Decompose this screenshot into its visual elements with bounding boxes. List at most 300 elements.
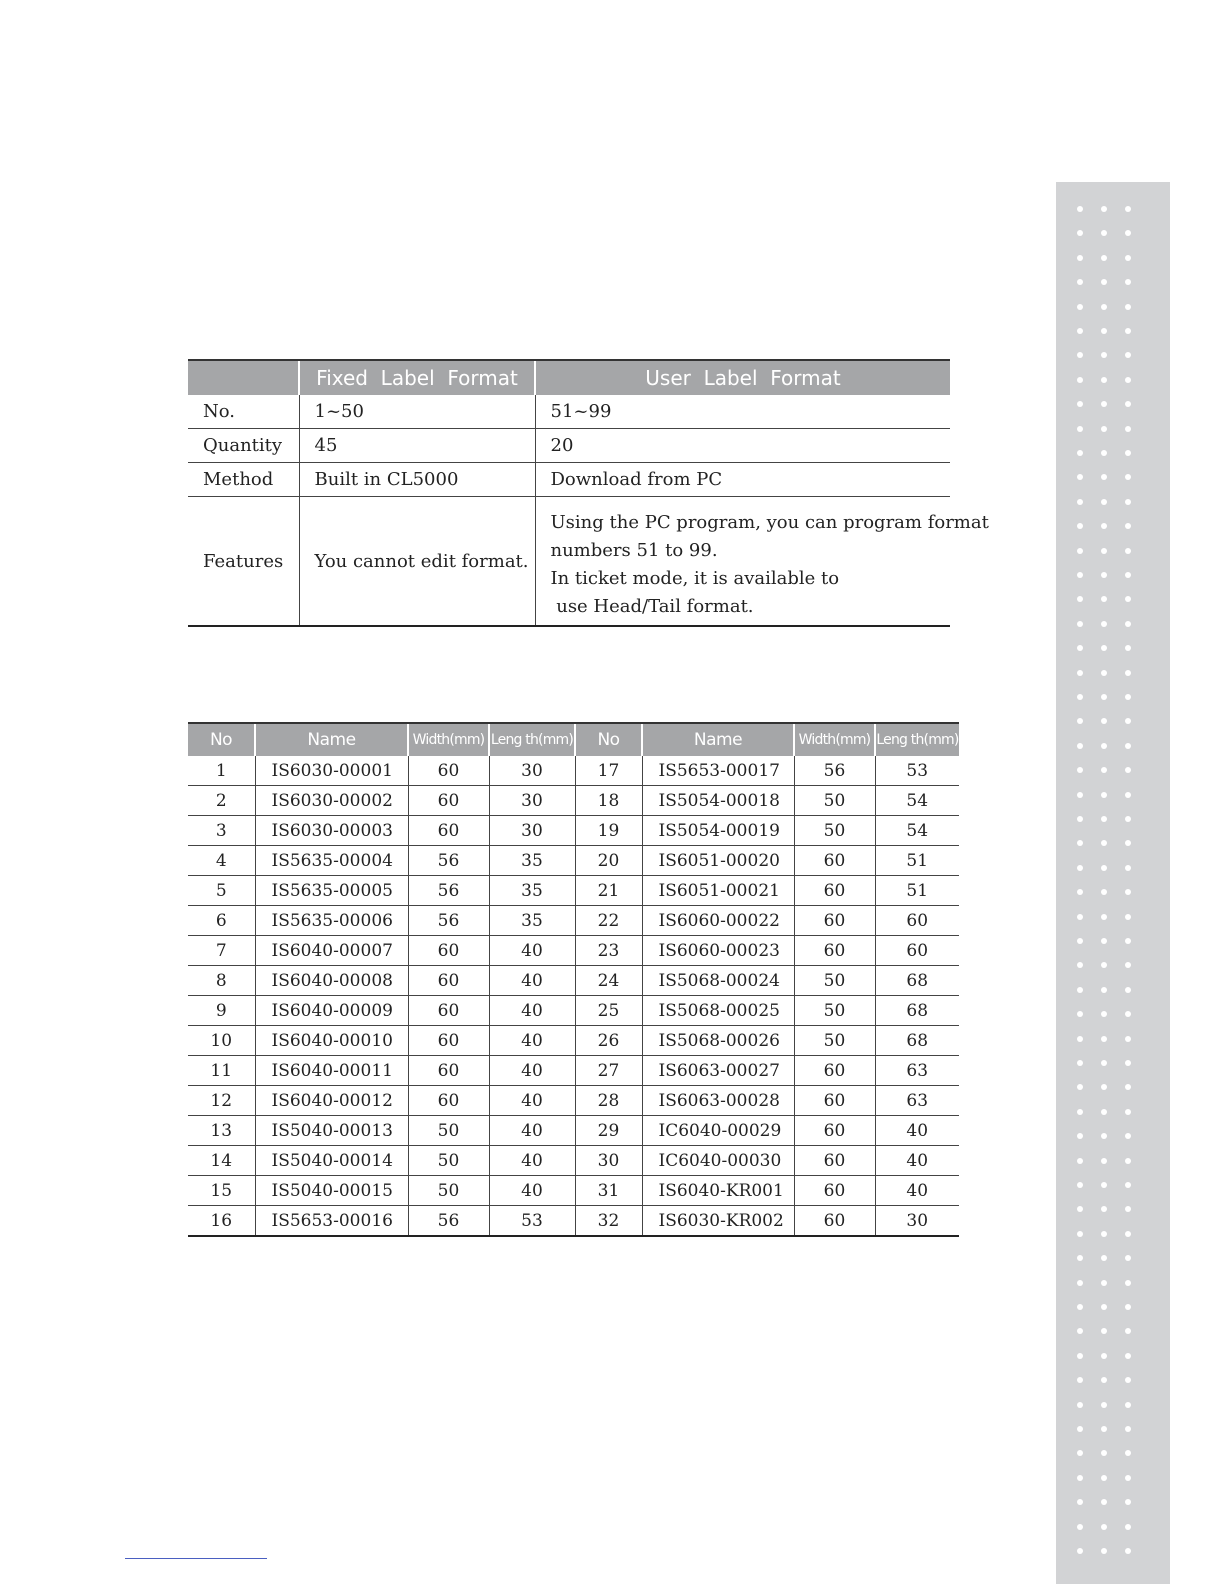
cell-length: 40 xyxy=(875,1116,959,1146)
decorative-dot xyxy=(1125,1499,1131,1505)
decorative-dot xyxy=(1077,914,1083,920)
decorative-dot xyxy=(1101,499,1107,505)
decorative-dot xyxy=(1077,1328,1083,1334)
cell-length: 40 xyxy=(489,1116,575,1146)
decorative-dot xyxy=(1077,1402,1083,1408)
decorative-dot xyxy=(1077,1377,1083,1383)
decorative-dot xyxy=(1101,328,1107,334)
decorative-dot xyxy=(1125,304,1131,310)
cell-length: 51 xyxy=(875,876,959,906)
decorative-dot xyxy=(1077,1158,1083,1164)
header-user-label-format: User Label Format xyxy=(535,360,950,395)
row-method xyxy=(188,463,950,497)
decorative-dot xyxy=(1101,1353,1107,1359)
decorative-dot xyxy=(1125,987,1131,993)
decorative-dot xyxy=(1077,304,1083,310)
cell-name: IS6040-00008 xyxy=(255,966,408,996)
cell-width: 60 xyxy=(408,1056,489,1086)
cell-length: 30 xyxy=(875,1206,959,1237)
decorative-dot xyxy=(1101,694,1107,700)
cell-name: IS6030-00002 xyxy=(255,786,408,816)
decorative-dot xyxy=(1101,1304,1107,1310)
fixed-value: 1~50 xyxy=(299,395,535,429)
decorative-dot xyxy=(1125,645,1131,651)
decorative-dot xyxy=(1077,1450,1083,1456)
cell-length: 60 xyxy=(875,906,959,936)
cell-length: 63 xyxy=(875,1086,959,1116)
decorative-dot xyxy=(1125,1353,1131,1359)
decorative-dot xyxy=(1077,1475,1083,1481)
decorative-dot xyxy=(1101,279,1107,285)
cell-length: 54 xyxy=(875,786,959,816)
decorative-dot xyxy=(1101,718,1107,724)
cell-name: IS5635-00004 xyxy=(255,846,408,876)
cell-width: 60 xyxy=(794,1086,875,1116)
cell-name: IS6040-00007 xyxy=(255,936,408,966)
cell-width: 50 xyxy=(408,1146,489,1176)
user-value: 20 xyxy=(535,429,950,463)
cell-width: 50 xyxy=(408,1116,489,1146)
decorative-dot xyxy=(1125,206,1131,212)
cell-name: IS6030-00001 xyxy=(255,756,408,786)
feature-line: numbers 51 to 99. xyxy=(550,540,718,561)
cell-no: 8 xyxy=(188,966,255,996)
decorative-dot xyxy=(1077,548,1083,554)
cell-no: 32 xyxy=(575,1206,642,1237)
decorative-dot xyxy=(1077,596,1083,602)
cell-width: 60 xyxy=(794,936,875,966)
cell-length: 30 xyxy=(489,816,575,846)
fixed-value: 45 xyxy=(299,429,535,463)
decorative-dot xyxy=(1077,792,1083,798)
decorative-dot xyxy=(1101,1182,1107,1188)
decorative-dot xyxy=(1125,1036,1131,1042)
cell-length: 35 xyxy=(489,906,575,936)
cell-no: 1 xyxy=(188,756,255,786)
header-length: Leng th(mm) xyxy=(875,723,959,756)
decorative-dot xyxy=(1101,1158,1107,1164)
row-no xyxy=(188,395,950,429)
cell-no: 19 xyxy=(575,816,642,846)
table-row xyxy=(188,936,959,966)
decorative-dot xyxy=(1125,1011,1131,1017)
header-no: No xyxy=(188,723,255,756)
decorative-dot xyxy=(1077,1280,1083,1286)
decorative-dot xyxy=(1101,523,1107,529)
cell-name: IS6040-00011 xyxy=(255,1056,408,1086)
decorative-dot xyxy=(1125,792,1131,798)
label-list-table xyxy=(188,722,959,1237)
cell-length: 68 xyxy=(875,966,959,996)
cell-length: 40 xyxy=(489,1056,575,1086)
table-row xyxy=(188,1026,959,1056)
decorative-dot xyxy=(1101,548,1107,554)
feature-line: In ticket mode, it is available to xyxy=(550,568,840,589)
table-row xyxy=(188,1086,959,1116)
cell-name: IS5054-00018 xyxy=(642,786,794,816)
label-format-table xyxy=(188,359,989,627)
decorative-dot xyxy=(1101,304,1107,310)
decorative-dot xyxy=(1077,523,1083,529)
decorative-dot xyxy=(1101,1084,1107,1090)
decorative-dot xyxy=(1077,279,1083,285)
decorative-dot xyxy=(1077,718,1083,724)
cell-width: 60 xyxy=(794,1056,875,1086)
decorative-dot xyxy=(1077,1060,1083,1066)
decorative-dot xyxy=(1101,621,1107,627)
cell-width: 56 xyxy=(794,756,875,786)
decorative-dot xyxy=(1077,670,1083,676)
decorative-dot xyxy=(1125,743,1131,749)
decorative-dot xyxy=(1125,914,1131,920)
decorative-dot xyxy=(1125,816,1131,822)
cell-no: 28 xyxy=(575,1086,642,1116)
cell-name: IS6040-00012 xyxy=(255,1086,408,1116)
decorative-dot xyxy=(1077,865,1083,871)
fixed-value: Built in CL5000 xyxy=(299,463,535,497)
user-value: 51~99 xyxy=(535,395,950,429)
decorative-dot xyxy=(1101,670,1107,676)
cell-length: 60 xyxy=(875,936,959,966)
table-row xyxy=(188,1056,959,1086)
cell-name: IS6060-00022 xyxy=(642,906,794,936)
footer-rule xyxy=(125,1558,267,1559)
decorative-dot xyxy=(1077,767,1083,773)
cell-no: 10 xyxy=(188,1026,255,1056)
cell-no: 24 xyxy=(575,966,642,996)
cell-length: 53 xyxy=(875,756,959,786)
decorative-dot xyxy=(1101,1426,1107,1432)
cell-width: 56 xyxy=(408,1206,489,1237)
decorative-dot xyxy=(1077,1499,1083,1505)
decorative-dot xyxy=(1101,1450,1107,1456)
decorative-dot xyxy=(1101,767,1107,773)
decorative-dot xyxy=(1125,767,1131,773)
cell-length: 40 xyxy=(489,1086,575,1116)
cell-length: 53 xyxy=(489,1206,575,1237)
decorative-dot xyxy=(1077,450,1083,456)
decorative-dot xyxy=(1077,938,1083,944)
cell-width: 60 xyxy=(794,1116,875,1146)
cell-width: 50 xyxy=(794,966,875,996)
format-table-header xyxy=(188,360,950,395)
decorative-dot xyxy=(1101,1255,1107,1261)
cell-name: IC6040-00029 xyxy=(642,1116,794,1146)
decorative-dot xyxy=(1077,840,1083,846)
decorative-dot xyxy=(1125,840,1131,846)
table-row xyxy=(188,1206,959,1237)
cell-width: 60 xyxy=(408,756,489,786)
decorative-dot xyxy=(1125,1328,1131,1334)
decorative-dot xyxy=(1125,352,1131,358)
cell-name: IS5653-00016 xyxy=(255,1206,408,1237)
decorative-dot xyxy=(1125,1109,1131,1115)
cell-width: 60 xyxy=(408,816,489,846)
table-row xyxy=(188,906,959,936)
decorative-dot xyxy=(1125,328,1131,334)
decorative-dot xyxy=(1125,694,1131,700)
cell-name: IS6060-00023 xyxy=(642,936,794,966)
decorative-dot xyxy=(1101,645,1107,651)
cell-length: 35 xyxy=(489,876,575,906)
cell-width: 60 xyxy=(408,966,489,996)
decorative-dot xyxy=(1077,987,1083,993)
cell-length: 35 xyxy=(489,846,575,876)
decorative-dot xyxy=(1125,1182,1131,1188)
decorative-dot xyxy=(1077,1524,1083,1530)
decorative-dot xyxy=(1101,1499,1107,1505)
row-label: No. xyxy=(188,395,299,429)
table-row xyxy=(188,756,959,786)
decorative-dot xyxy=(1125,230,1131,236)
cell-width: 60 xyxy=(408,786,489,816)
decorative-dot xyxy=(1125,596,1131,602)
cell-length: 68 xyxy=(875,1026,959,1056)
decorative-dot xyxy=(1125,1158,1131,1164)
decorative-dot xyxy=(1101,1231,1107,1237)
decorative-dot xyxy=(1077,474,1083,480)
decorative-dot xyxy=(1101,255,1107,261)
cell-name: IS5635-00005 xyxy=(255,876,408,906)
header-name: Name xyxy=(642,723,794,756)
user-features-description xyxy=(535,497,989,627)
cell-width: 60 xyxy=(408,996,489,1026)
cell-name: IS5068-00026 xyxy=(642,1026,794,1056)
decorative-dot xyxy=(1101,1206,1107,1212)
header-fixed-label-format: Fixed Label Format xyxy=(299,360,535,395)
cell-name: IS5054-00019 xyxy=(642,816,794,846)
decorative-dot xyxy=(1101,1524,1107,1530)
decorative-dot xyxy=(1101,1328,1107,1334)
row-quantity xyxy=(188,429,950,463)
decorative-dot xyxy=(1125,474,1131,480)
decorative-dot xyxy=(1077,499,1083,505)
row-label: Method xyxy=(188,463,299,497)
decorative-dot xyxy=(1077,1133,1083,1139)
cell-no: 4 xyxy=(188,846,255,876)
cell-width: 60 xyxy=(794,1206,875,1237)
decorative-dot xyxy=(1101,914,1107,920)
header-width: Width(mm) xyxy=(408,723,489,756)
cell-width: 60 xyxy=(794,906,875,936)
cell-length: 51 xyxy=(875,846,959,876)
cell-width: 56 xyxy=(408,876,489,906)
decorative-dot xyxy=(1125,1402,1131,1408)
decorative-dot xyxy=(1125,1377,1131,1383)
table-row xyxy=(188,1176,959,1206)
decorative-dot xyxy=(1125,1060,1131,1066)
decorative-dot xyxy=(1101,1011,1107,1017)
cell-length: 40 xyxy=(489,1026,575,1056)
feature-line: Using the PC program, you can program format xyxy=(550,512,989,533)
decorative-dot xyxy=(1101,572,1107,578)
cell-name: IS6040-KR001 xyxy=(642,1176,794,1206)
cell-no: 20 xyxy=(575,846,642,876)
row-label: Quantity xyxy=(188,429,299,463)
cell-no: 16 xyxy=(188,1206,255,1237)
cell-name: IS6040-00010 xyxy=(255,1026,408,1056)
header-no: No xyxy=(575,723,642,756)
decorative-dot xyxy=(1101,1133,1107,1139)
row-features xyxy=(188,497,950,627)
decorative-dot xyxy=(1077,206,1083,212)
cell-no: 29 xyxy=(575,1116,642,1146)
cell-length: 30 xyxy=(489,786,575,816)
decorative-dot xyxy=(1101,377,1107,383)
decorative-dot xyxy=(1101,1280,1107,1286)
table-row xyxy=(188,966,959,996)
cell-name: IS5040-00014 xyxy=(255,1146,408,1176)
decorative-dot xyxy=(1125,938,1131,944)
decorative-dot xyxy=(1101,1109,1107,1115)
cell-name: IS6063-00027 xyxy=(642,1056,794,1086)
decorative-dot xyxy=(1125,255,1131,261)
cell-width: 50 xyxy=(794,1026,875,1056)
decorative-dot xyxy=(1077,1304,1083,1310)
cell-name: IS6051-00021 xyxy=(642,876,794,906)
decorative-dot xyxy=(1125,1231,1131,1237)
decorative-dot xyxy=(1101,1548,1107,1554)
decorative-dot xyxy=(1125,450,1131,456)
decorative-dot xyxy=(1077,1426,1083,1432)
decorative-dot xyxy=(1101,1402,1107,1408)
label-table-header xyxy=(188,723,959,756)
cell-width: 60 xyxy=(794,876,875,906)
header-name: Name xyxy=(255,723,408,756)
table-row xyxy=(188,816,959,846)
cell-no: 15 xyxy=(188,1176,255,1206)
cell-no: 5 xyxy=(188,876,255,906)
cell-width: 50 xyxy=(794,786,875,816)
cell-name: IS5040-00013 xyxy=(255,1116,408,1146)
decorative-dot xyxy=(1077,1206,1083,1212)
header-length: Leng th(mm) xyxy=(489,723,575,756)
cell-name: IS5068-00024 xyxy=(642,966,794,996)
cell-width: 50 xyxy=(794,816,875,846)
decorative-dot xyxy=(1077,694,1083,700)
table-row xyxy=(188,1116,959,1146)
decorative-dot xyxy=(1101,206,1107,212)
decorative-dot xyxy=(1077,426,1083,432)
cell-no: 30 xyxy=(575,1146,642,1176)
decorative-dot xyxy=(1125,279,1131,285)
decorative-dot xyxy=(1077,816,1083,822)
cell-no: 31 xyxy=(575,1176,642,1206)
decorative-dot xyxy=(1125,865,1131,871)
cell-no: 14 xyxy=(188,1146,255,1176)
cell-name: IS6030-KR002 xyxy=(642,1206,794,1237)
decorative-dot xyxy=(1101,743,1107,749)
cell-no: 22 xyxy=(575,906,642,936)
decorative-dot xyxy=(1125,1475,1131,1481)
cell-no: 21 xyxy=(575,876,642,906)
decorative-dot xyxy=(1125,1255,1131,1261)
decorative-dot xyxy=(1101,401,1107,407)
decorative-dot xyxy=(1125,499,1131,505)
cell-length: 40 xyxy=(489,966,575,996)
decorative-dot xyxy=(1125,962,1131,968)
decorative-dot xyxy=(1101,987,1107,993)
cell-width: 60 xyxy=(408,1086,489,1116)
table-row xyxy=(188,786,959,816)
cell-no: 27 xyxy=(575,1056,642,1086)
decorative-dot xyxy=(1077,352,1083,358)
cell-length: 54 xyxy=(875,816,959,846)
cell-name: IS5653-00017 xyxy=(642,756,794,786)
decorative-dot xyxy=(1125,548,1131,554)
decorative-dot xyxy=(1101,1377,1107,1383)
cell-name: IS6063-00028 xyxy=(642,1086,794,1116)
decorative-dot xyxy=(1077,621,1083,627)
cell-no: 12 xyxy=(188,1086,255,1116)
decorative-dot xyxy=(1077,572,1083,578)
cell-width: 60 xyxy=(794,1176,875,1206)
cell-width: 56 xyxy=(408,846,489,876)
decorative-dot xyxy=(1125,670,1131,676)
cell-no: 6 xyxy=(188,906,255,936)
decorative-dot xyxy=(1125,1206,1131,1212)
decorative-dot xyxy=(1077,1231,1083,1237)
cell-length: 40 xyxy=(875,1176,959,1206)
cell-name: IS5040-00015 xyxy=(255,1176,408,1206)
decorative-dot xyxy=(1125,1426,1131,1432)
decorative-dot xyxy=(1101,450,1107,456)
decorative-dot xyxy=(1125,1450,1131,1456)
decorative-dot xyxy=(1125,1084,1131,1090)
decorative-dot xyxy=(1077,962,1083,968)
table-row xyxy=(188,846,959,876)
cell-name: IS6030-00003 xyxy=(255,816,408,846)
decorative-dot xyxy=(1125,1304,1131,1310)
header-width: Width(mm) xyxy=(794,723,875,756)
decorative-dot xyxy=(1101,596,1107,602)
cell-length: 63 xyxy=(875,1056,959,1086)
decorative-dot xyxy=(1125,401,1131,407)
cell-width: 60 xyxy=(794,1146,875,1176)
decorative-dot xyxy=(1101,1036,1107,1042)
cell-no: 17 xyxy=(575,756,642,786)
cell-no: 23 xyxy=(575,936,642,966)
cell-length: 40 xyxy=(489,996,575,1026)
cell-length: 68 xyxy=(875,996,959,1026)
decorative-dot xyxy=(1101,352,1107,358)
cell-width: 50 xyxy=(794,996,875,1026)
cell-width: 60 xyxy=(408,1026,489,1056)
cell-width: 60 xyxy=(794,846,875,876)
fixed-value: You cannot edit format. xyxy=(299,497,535,627)
decorative-dot xyxy=(1125,1133,1131,1139)
decorative-dot xyxy=(1077,1353,1083,1359)
decorative-dot xyxy=(1101,840,1107,846)
decorative-dot xyxy=(1125,1280,1131,1286)
table-row xyxy=(188,996,959,1026)
decorative-dot xyxy=(1125,426,1131,432)
decorative-dot xyxy=(1101,230,1107,236)
cell-no: 3 xyxy=(188,816,255,846)
decorative-dot xyxy=(1077,1548,1083,1554)
decorative-dot xyxy=(1077,743,1083,749)
row-label: Features xyxy=(188,497,299,627)
decorative-dot xyxy=(1077,889,1083,895)
user-value: Download from PC xyxy=(535,463,950,497)
decorative-dot xyxy=(1125,1548,1131,1554)
cell-name: IS5635-00006 xyxy=(255,906,408,936)
table-row xyxy=(188,1146,959,1176)
decorative-dot xyxy=(1125,377,1131,383)
decorative-dot xyxy=(1077,1109,1083,1115)
decorative-dot xyxy=(1101,962,1107,968)
decorative-dot xyxy=(1077,377,1083,383)
